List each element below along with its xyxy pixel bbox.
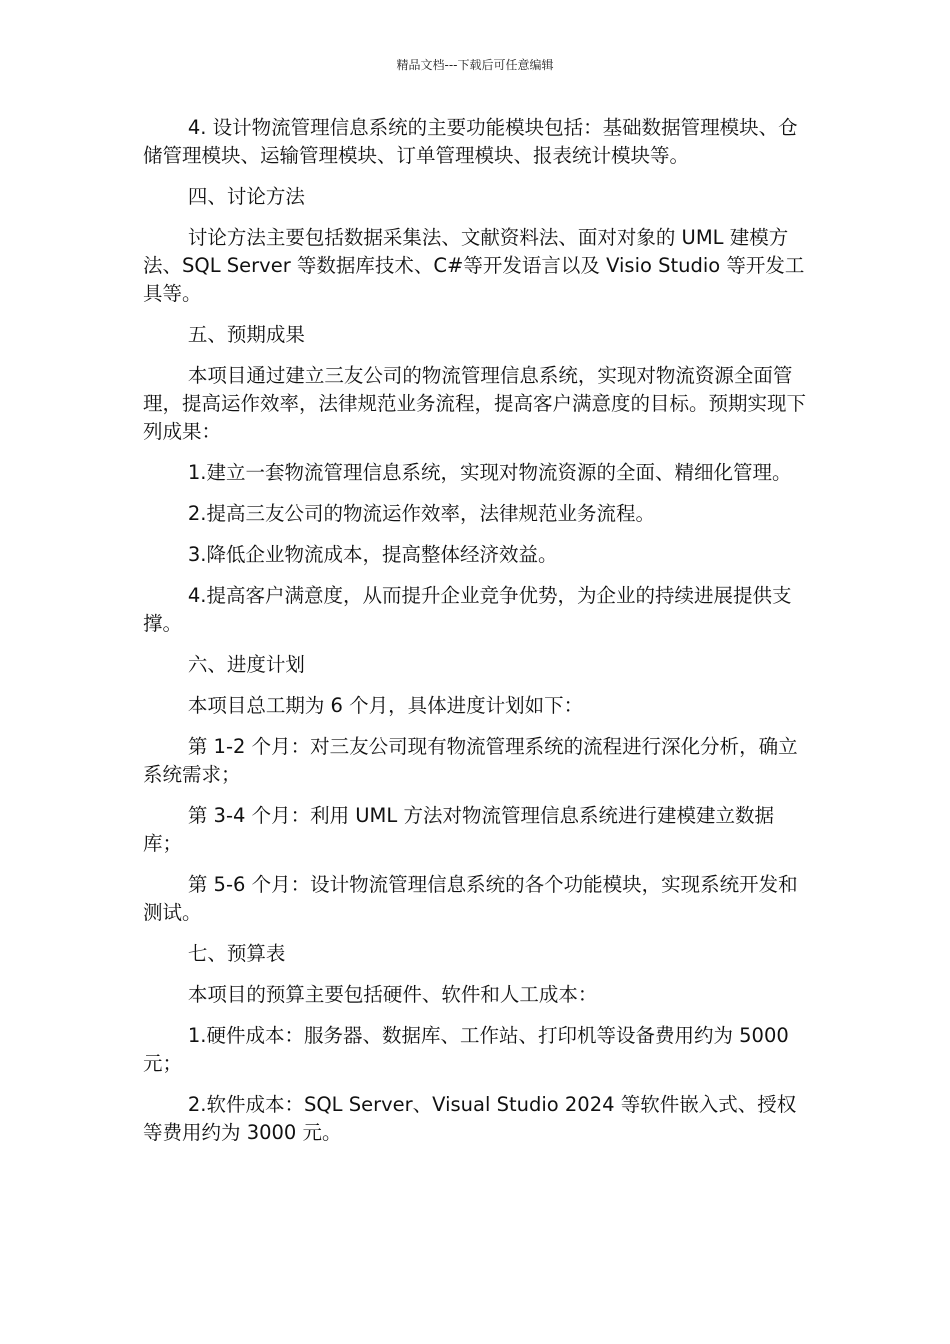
list-item-result-4: 4.提高客户满意度，从而提升企业竞争优势，为企业的持续进展提供支撑。 [143,584,792,635]
schedule-item-months-1-2: 第 1-2 个月：对三友公司现有物流管理系统的流程进行深化分析，确立系统需求； [143,735,798,786]
document-body [143,114,807,1160]
schedule-item-months-5-6: 第 5-6 个月：设计物流管理信息系统的各个功能模块，实现系统开发和测试。 [143,873,798,924]
budget-item-hardware: 1.硬件成本：服务器、数据库、工作站、打印机等设备费用约为 5000 元； [143,1024,789,1075]
paragraph-methods: 讨论方法主要包括数据采集法、文献资料法、面对对象的 UML 建模方法、SQL Server 等数据库技术、C#等开发语言以及 Visio Studio 等开发工具等。 [143,226,805,305]
list-item-result-2: 2.提高三友公司的物流运作效率，法律规范业务流程。 [187,502,655,525]
paragraph-expected-results: 本项目通过建立三友公司的物流管理信息系统，实现对物流资源全面管理，提高运作效率，法律规范业务流程，提高客户满意度的目标。预期实现下列成果： [143,364,807,443]
paragraph-function-modules: 4. 设计物流管理信息系统的主要功能模块包括：基础数据管理模块、仓储管理模块、运输管理模块、订单管理模块、报表统计模块等。 [143,116,798,167]
paragraph-schedule-intro: 本项目总工期为 6 个月，具体进度计划如下： [187,694,584,717]
paragraph-budget-intro: 本项目的预算主要包括硬件、软件和人工成本： [187,983,598,1006]
list-item-result-3: 3.降低企业物流成本，提高整体经济效益。 [187,543,558,566]
schedule-item-months-3-4: 第 3-4 个月：利用 UML 方法对物流管理信息系统进行建模建立数据库； [143,804,774,855]
budget-item-software: 2.软件成本：SQL Server、Visual Studio 2024 等软件嵌入式、授权等费用约为 3000 元。 [143,1093,797,1144]
list-item-result-1: 1.建立一套物流管理信息系统，实现对物流资源的全面、精细化管理。 [187,461,792,484]
section-heading-schedule: 六、进度计划 [187,653,305,676]
section-heading-expected-results: 五、预期成果 [187,323,305,346]
section-heading-methods: 四、讨论方法 [187,185,305,208]
page-header: 精品文档---下载后可任意编辑 [396,58,554,72]
section-heading-budget: 七、预算表 [187,942,286,965]
